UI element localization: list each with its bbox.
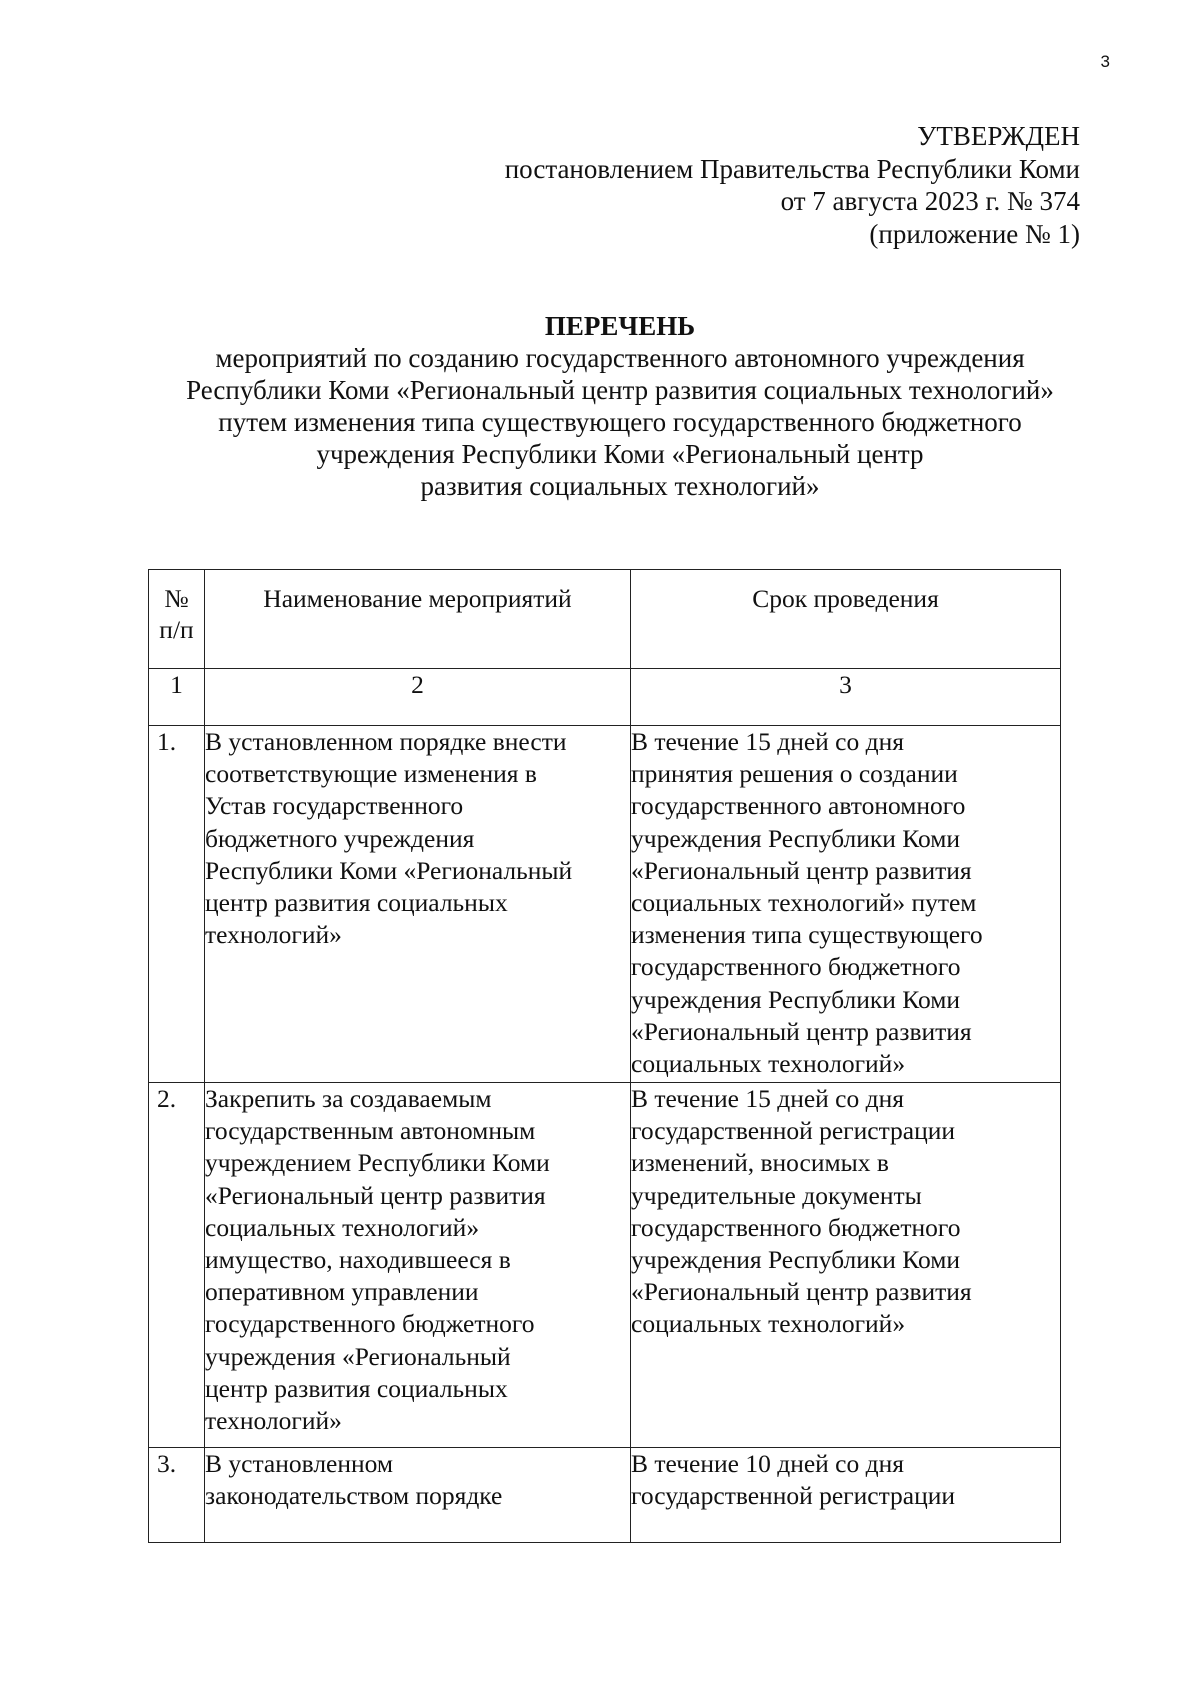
row-term-line: В течение 10 дней со дня (631, 1449, 904, 1478)
title-line: Республики Коми «Региональный центр развития социальных технологий» (186, 375, 1054, 405)
approval-line: постановлением Правительства Республики Коми (504, 153, 1080, 184)
header-name: Наименование мероприятий (205, 570, 631, 669)
row-term-line: государственной регистрации (631, 1481, 956, 1511)
row-name-line: Закрепить за создаваемым (205, 1084, 492, 1113)
header-number-line: п/п (159, 615, 194, 644)
row-name-line: государственным автономным (205, 1116, 536, 1146)
column-number: 1 (149, 669, 205, 726)
row-name-line: технологий» (205, 920, 342, 950)
row-term-line: государственной регистрации (631, 1116, 956, 1146)
row-term-line: учреждения Республики Коми (631, 984, 961, 1014)
header-number (149, 570, 205, 669)
row-number: 2. (149, 1083, 205, 1448)
table-row (149, 1448, 1061, 1543)
row-term (631, 1448, 1061, 1543)
row-term-line: социальных технологий» путем (631, 888, 977, 918)
table-header-row (149, 570, 1061, 669)
row-term-line: В течение 15 дней со дня (631, 1084, 904, 1113)
title-line: путем изменения типа существующего государственного бюджетного (218, 407, 1022, 437)
row-name (205, 1448, 631, 1543)
title-line: мероприятий по созданию государственного автономного учреждения (215, 343, 1025, 373)
approval-line: от 7 августа 2023 г. № 374 (780, 186, 1080, 216)
row-name-line: Республики Коми «Региональный (205, 855, 573, 885)
row-name-line: имущество, находившееся в (205, 1245, 511, 1275)
row-term (631, 1083, 1061, 1448)
row-name-line: Устав государственного (205, 791, 464, 821)
row-name-line: центр развития социальных (205, 1373, 508, 1403)
row-term-line: принятия решения о создании (631, 759, 958, 789)
row-name-line: соответствующие изменения в (205, 759, 537, 789)
header-term: Срок проведения (631, 570, 1061, 669)
approval-stamp (380, 120, 1080, 250)
row-term-line: «Региональный центр развития (631, 1277, 972, 1307)
row-name (205, 1083, 631, 1448)
row-name-line: В установленном порядке внести (205, 727, 567, 756)
row-term-line: изменений, вносимых в (631, 1148, 889, 1178)
document-title (100, 310, 1140, 502)
row-term-line: учреждения Республики Коми (631, 1245, 961, 1275)
title-line: развития социальных технологий» (420, 471, 820, 501)
row-name-line: социальных технологий» (205, 1212, 480, 1242)
row-number: 3. (149, 1448, 205, 1543)
row-number: 1. (149, 726, 205, 1083)
table-row (149, 1083, 1061, 1448)
row-term-line: учредительные документы (631, 1180, 922, 1210)
row-term-line: социальных технологий» (631, 1309, 906, 1339)
approval-line: УТВЕРЖДЕН (917, 121, 1080, 151)
row-term-line: социальных технологий» (631, 1049, 906, 1079)
row-term-line: государственного бюджетного (631, 1212, 961, 1242)
page-number: 3 (1100, 52, 1110, 71)
row-name-line: государственного бюджетного (205, 1309, 535, 1339)
row-term-line: «Региональный центр развития (631, 855, 972, 885)
title-line: учреждения Республики Коми «Региональный центр (316, 439, 924, 469)
row-term (631, 726, 1061, 1083)
row-term-line: государственного бюджетного (631, 952, 961, 982)
column-number: 2 (205, 669, 631, 726)
row-name-line: учреждением Республики Коми (205, 1148, 550, 1178)
row-name-line: учреждения «Региональный (205, 1341, 511, 1371)
row-term-line: «Региональный центр развития (631, 1016, 972, 1046)
row-name-line: В установленном (205, 1449, 394, 1478)
title-heading: ПЕРЕЧЕНЬ (544, 311, 696, 341)
approval-line: (приложение № 1) (869, 218, 1080, 249)
row-name-line: технологий» (205, 1406, 342, 1436)
row-name-line: оперативном управлении (205, 1277, 479, 1307)
header-number-line: № (164, 584, 189, 613)
row-name (205, 726, 631, 1083)
row-name-line: «Региональный центр развития (205, 1180, 546, 1210)
row-term-line: учреждения Республики Коми (631, 823, 961, 853)
column-number-row (149, 669, 1061, 726)
table-row (149, 726, 1061, 1083)
row-name-line: бюджетного учреждения (205, 823, 475, 853)
row-name-line: центр развития социальных (205, 888, 508, 918)
row-term-line: В течение 15 дней со дня (631, 727, 904, 756)
row-name-line: законодательством порядке (205, 1481, 503, 1511)
row-term-line: государственного автономного (631, 791, 966, 821)
events-table (148, 569, 1061, 1543)
column-number: 3 (631, 669, 1061, 726)
row-term-line: изменения типа существующего (631, 920, 983, 950)
